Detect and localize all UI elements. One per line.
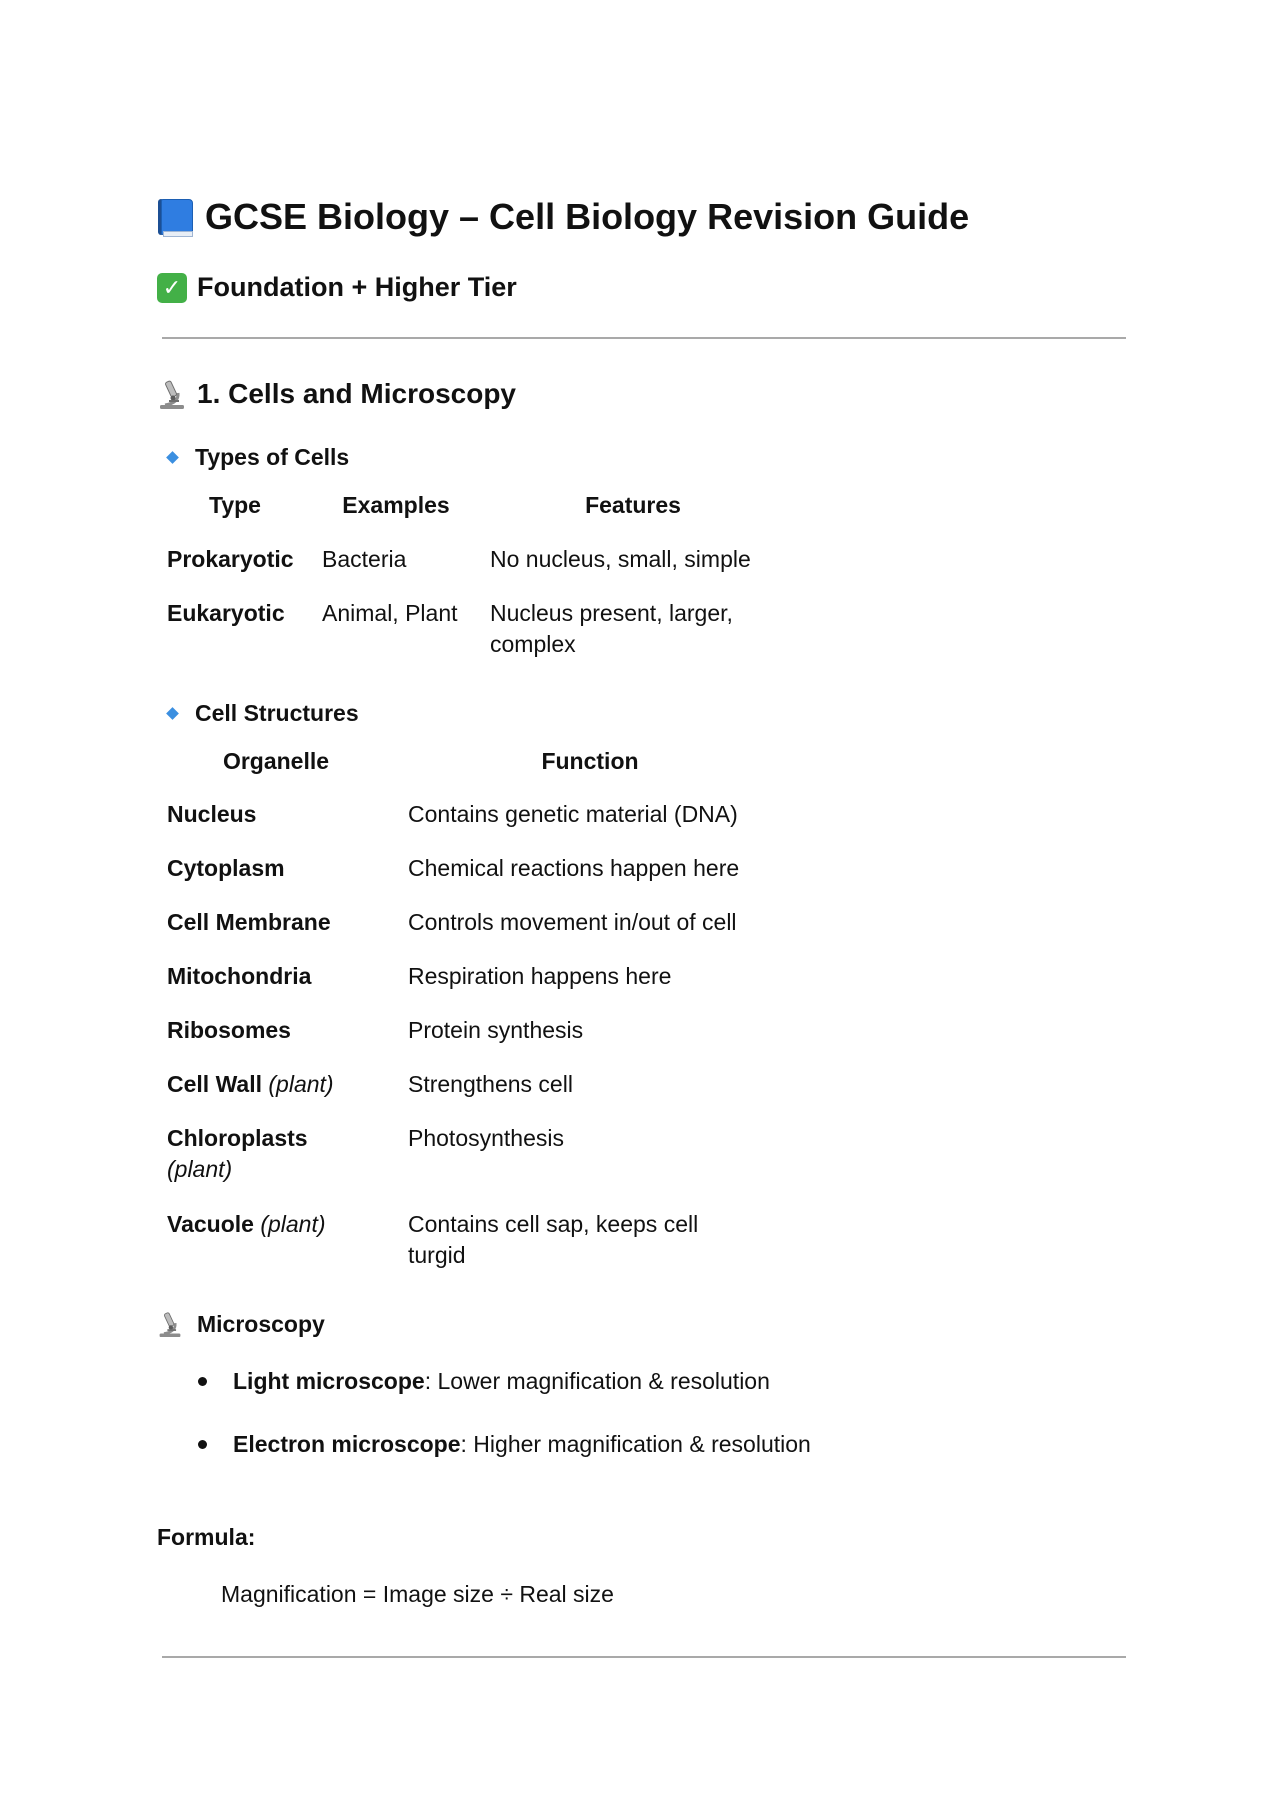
page-subtitle-text: Foundation + Higher Tier xyxy=(197,272,517,302)
table-cell-function: Controls movement in/out of cell xyxy=(408,909,737,935)
bullet-icon xyxy=(198,1377,207,1386)
blue-book-icon xyxy=(157,198,193,236)
list-item-text: : Lower magnification & resolution xyxy=(424,1368,770,1394)
list-item xyxy=(198,1431,811,1458)
column-header-function: Function xyxy=(541,748,639,774)
column-header-type: Type xyxy=(209,492,261,518)
table-cell-function: Strengthens cell xyxy=(408,1071,573,1097)
microscopy-heading xyxy=(157,1310,325,1338)
table-cell-function: Protein synthesis xyxy=(408,1017,584,1043)
cell-structures-heading-text: Cell Structures xyxy=(195,700,359,726)
check-mark-icon: ✓ xyxy=(157,273,187,303)
table-cell-examples: Animal, Plant xyxy=(322,600,458,626)
table-cell-function: Chemical reactions happen here xyxy=(408,855,740,881)
section-heading xyxy=(157,378,516,410)
page-title xyxy=(157,196,969,238)
table-cell-features: No nucleus, small, simple xyxy=(490,546,751,572)
formula-label: Formula: xyxy=(157,1524,256,1550)
table-cell-examples: Bacteria xyxy=(322,546,407,572)
table-cell-organelle: Cell Membrane xyxy=(167,909,331,935)
divider xyxy=(162,337,1126,339)
bullet-icon xyxy=(198,1440,207,1449)
table-cell-function-line2: turgid xyxy=(408,1242,466,1268)
section-heading-text: 1. Cells and Microscopy xyxy=(197,378,516,409)
types-of-cells-heading-text: Types of Cells xyxy=(195,444,350,470)
formula-text: Magnification = Image size ÷ Real size xyxy=(221,1581,614,1607)
microscope-icon xyxy=(157,378,187,410)
table-cell-organelle: Cytoplasm xyxy=(167,855,285,881)
types-of-cells-heading xyxy=(162,444,349,471)
table-cell-organelle xyxy=(167,1069,334,1100)
microscopy-heading-text: Microscopy xyxy=(197,1310,325,1337)
list-item-term: Light microscope xyxy=(233,1368,425,1394)
blue-diamond-icon xyxy=(166,707,179,720)
column-header-examples: Examples xyxy=(342,492,450,518)
table-cell-features-line2: complex xyxy=(490,631,576,657)
table-cell-organelle: Mitochondria xyxy=(167,963,312,989)
list-item-text: : Higher magnification & resolution xyxy=(460,1431,811,1457)
organelle-note: (plant) xyxy=(167,1156,233,1182)
table-cell-function: Photosynthesis xyxy=(408,1125,564,1151)
list-item xyxy=(198,1368,770,1395)
column-header-organelle: Organelle xyxy=(222,748,330,774)
organelle-note: (plant) xyxy=(260,1211,326,1237)
table-cell-function-line1: Contains cell sap, keeps cell xyxy=(408,1211,699,1237)
table-cell-organelle: Chloroplasts xyxy=(167,1125,308,1151)
table-cell-type: Eukaryotic xyxy=(167,600,285,626)
table-cell-type: Prokaryotic xyxy=(167,546,294,572)
table-cell-function: Contains genetic material (DNA) xyxy=(408,801,738,827)
microscope-icon xyxy=(157,1310,183,1338)
table-cell-function: Respiration happens here xyxy=(408,963,672,989)
organelle-name: Cell Wall xyxy=(167,1071,262,1097)
table-cell-features-line1: Nucleus present, larger, xyxy=(490,600,733,626)
organelle-note: (plant) xyxy=(268,1071,334,1097)
list-item-term: Electron microscope xyxy=(233,1431,461,1457)
divider xyxy=(162,1656,1126,1658)
cell-structures-heading xyxy=(162,700,359,727)
table-cell-organelle: Ribosomes xyxy=(167,1017,291,1043)
organelle-name: Vacuole xyxy=(167,1211,254,1237)
page-subtitle xyxy=(157,272,517,303)
blue-diamond-icon xyxy=(166,451,179,464)
table-cell-organelle: Nucleus xyxy=(167,801,257,827)
table-cell-organelle xyxy=(167,1209,326,1240)
column-header-features: Features xyxy=(585,492,681,518)
page-title-text: GCSE Biology – Cell Biology Revision Guide xyxy=(205,196,970,237)
